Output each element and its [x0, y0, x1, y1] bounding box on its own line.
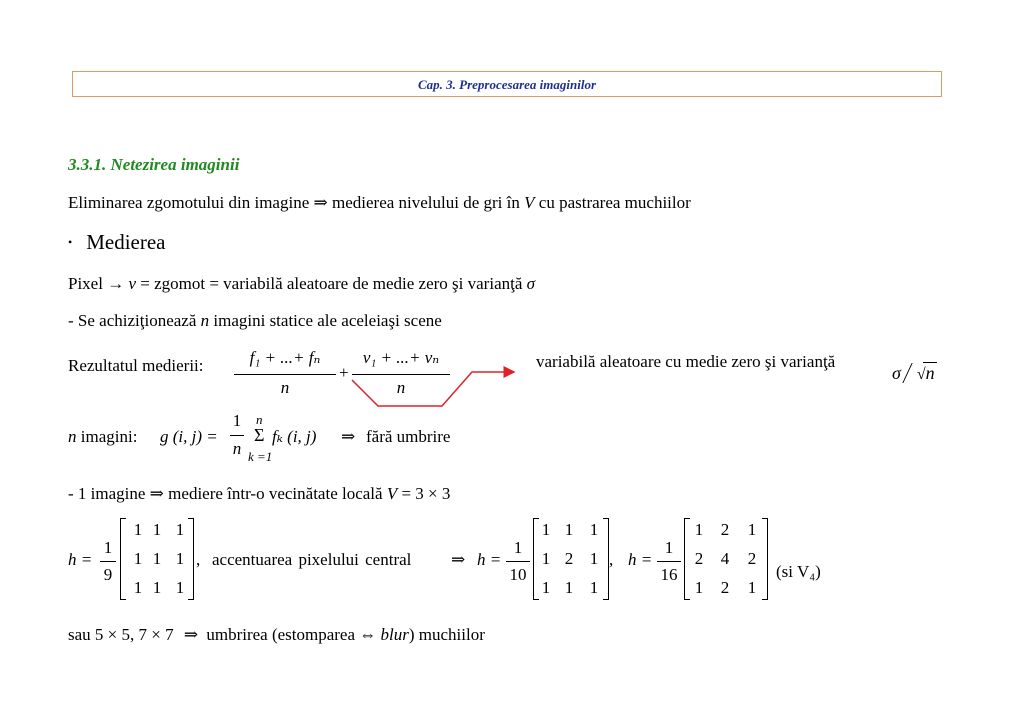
matrix-3-cell: 1 — [747, 578, 757, 597]
matrix-3-numerator: 1 — [664, 538, 674, 557]
matrix-1-cell: 1 — [152, 549, 162, 568]
matrix-2-cell: 1 — [541, 578, 551, 597]
matrix-1-cell: 1 — [175, 578, 185, 597]
matrix-2-cell: 1 — [541, 549, 551, 568]
matrix-2-cell: 1 — [589, 549, 599, 568]
result-label: Rezultatul medierii: — [68, 356, 204, 375]
matrix-1-cell: 1 — [175, 549, 185, 568]
red-arrow-connector — [350, 362, 520, 410]
sqrt-expression — [916, 362, 937, 384]
avg-denominator: n — [232, 439, 242, 458]
avg-bar — [230, 435, 244, 436]
matrix-2-cell: 1 — [564, 520, 574, 539]
pixel-line — [68, 274, 535, 294]
matrix-3-bar — [657, 561, 681, 562]
blur-word: blur — [380, 625, 409, 644]
matrix-1-cell: 1 — [175, 520, 185, 539]
blur-text-a: umbrirea (estomparea — [206, 625, 356, 644]
fraction-2-numerator: ν₁ + ...+ νₙ — [362, 348, 440, 367]
f-k-term: fₖ (i, j) — [272, 427, 317, 446]
fraction-1-numerator: f₁ + ...+ fₙ — [249, 348, 321, 367]
acq-n: n — [200, 311, 210, 330]
central-pixel-text: accentuarea pixelului central — [212, 550, 412, 569]
no-shading-text: fără umbrire — [366, 427, 451, 446]
kernel-sizes: sau 5 × 5, 7 × 7 — [68, 625, 174, 644]
fraction-1-denominator: n — [280, 378, 290, 397]
sqrt-symbol: √ — [916, 366, 926, 383]
matrix-3-cell: 2 — [720, 520, 730, 539]
matrix-2-comma: , — [609, 550, 614, 569]
one-image-line — [68, 484, 450, 504]
matrix-1-denominator: 9 — [103, 565, 113, 584]
matrix-2-cell: 1 — [541, 520, 551, 539]
implies-symbol: ⇒ — [313, 193, 328, 212]
matrix-1-cell: 1 — [152, 578, 162, 597]
fraction-1-bar — [234, 374, 336, 375]
std-sigma: σ — [892, 363, 901, 383]
iff-symbol: ⇔ — [359, 625, 377, 644]
intro-text-c: cu pastrarea muchiilor — [538, 193, 691, 212]
one-image-arrow: ⇒ — [149, 484, 164, 503]
acq-text-a: - Se achiziţionează — [68, 311, 197, 330]
sigma-symbol: σ — [526, 274, 536, 293]
acquisition-line — [68, 311, 442, 331]
matrix-3-cell: 1 — [694, 578, 704, 597]
result-description: variabilă aleatoare cu medie zero şi varianţă — [536, 352, 836, 371]
matrix-3-cell: 4 — [720, 549, 730, 568]
matrix-2-numerator: 1 — [513, 538, 523, 557]
matrix-1-cell: 1 — [133, 520, 143, 539]
matrix-1-numerator: 1 — [103, 538, 113, 557]
sqrt-n: n — [925, 363, 935, 383]
nu-symbol: ν — [128, 274, 136, 293]
g-function: g (i, j) = — [160, 427, 218, 446]
kernel-size-line — [68, 625, 485, 645]
pixel-desc: = zgomot = variabilă aleatoare de medie zero şi varianţă — [140, 274, 523, 293]
neighborhood-symbol: V — [524, 193, 535, 212]
intro-text-b: medierea nivelului de gri în — [332, 193, 520, 212]
matrix-3-cell: 1 — [694, 520, 704, 539]
sum-lower-limit: k =1 — [248, 449, 273, 464]
matrix-1-bar — [100, 561, 116, 562]
std-dev-expression — [892, 362, 937, 384]
matrix-2-denominator: 10 — [509, 565, 527, 584]
n-images-n: n — [68, 427, 77, 446]
intro-text-a: Eliminarea zgomotului din imagine — [68, 193, 310, 212]
matrix-2-cell: 1 — [589, 520, 599, 539]
one-image-text-b: mediere într-o vecinătate locală — [168, 484, 383, 503]
one-image-v: V — [386, 484, 398, 503]
matrix-2-cell: 1 — [564, 578, 574, 597]
n-images-label — [68, 427, 137, 447]
acq-text-b: imagini statice ale aceleiaşi scene — [213, 311, 442, 330]
sum-upper-limit: n — [256, 412, 263, 427]
kernel-arrow: ⇒ — [183, 625, 199, 644]
plus-sign: + — [339, 363, 349, 382]
n-images-arrow: ⇒ — [341, 427, 356, 446]
matrix-2-h: h = — [477, 550, 502, 569]
fraction-2-denominator: n — [396, 378, 406, 397]
pixel-text: Pixel — [68, 274, 103, 293]
matrix-1-h: h = — [68, 550, 93, 569]
matrix-1-cell: 1 — [152, 520, 162, 539]
one-image-eq: = 3 × 3 — [401, 484, 451, 503]
matrix-3-cell: 2 — [747, 549, 757, 568]
matrix-1-comma: , — [196, 550, 201, 569]
matrix-3-denominator: 16 — [660, 565, 678, 584]
page-header: Cap. 3. Preprocesarea imaginilor — [72, 71, 942, 97]
matrix-3-cell: 2 — [694, 549, 704, 568]
matrix-2-cell: 2 — [564, 549, 574, 568]
blur-text-c: ) muchiilor — [408, 625, 485, 644]
matrix-2-cell: 1 — [589, 578, 599, 597]
matrix-2-bar — [506, 561, 530, 562]
n-images-text: imagini: — [80, 427, 138, 446]
bullet-item — [68, 230, 166, 255]
bullet-label: Medierea — [86, 230, 166, 254]
intro-line — [68, 193, 691, 213]
bullet-marker: • — [68, 235, 73, 249]
section-title: 3.3.1. Netezirea imaginii — [68, 155, 240, 174]
avg-numerator: 1 — [232, 411, 242, 430]
one-image-text-a: - 1 imagine — [68, 484, 146, 503]
matrix-1-cell: 1 — [133, 578, 143, 597]
matrix-arrow: ⇒ — [451, 550, 466, 569]
matrix-3-cell: 1 — [747, 520, 757, 539]
sum-symbol: Σ — [254, 425, 265, 445]
arrow-symbol: → — [107, 274, 125, 293]
matrix-3-cell: 2 — [720, 578, 730, 597]
matrix-3-h: h = — [628, 550, 653, 569]
matrix-1-cell: 1 — [133, 549, 143, 568]
v4-note: (si V₄) — [776, 562, 821, 581]
